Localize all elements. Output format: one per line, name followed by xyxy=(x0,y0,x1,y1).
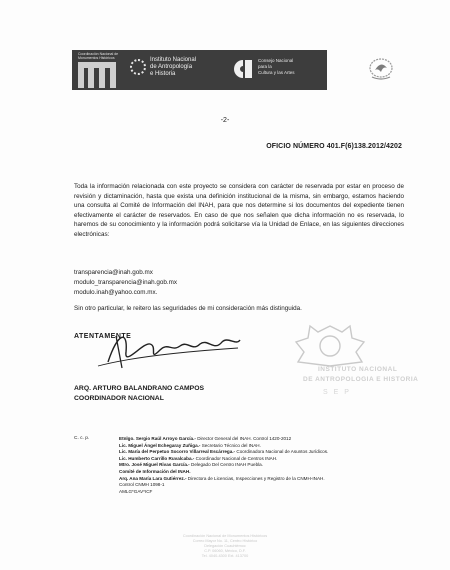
stamp-line-3: S E P xyxy=(323,389,351,396)
ccp-item: Arq. Ana María Lara Gutiérrez.- Directora de Licencias, Inspecciones y Registro de la CNMH-INAH. xyxy=(119,475,325,481)
oficio-number: OFICIO NÚMERO 401.F(6)138.2012/4202 xyxy=(266,143,402,150)
stamp-line-1: INSTITUTO NACIONAL xyxy=(318,366,398,373)
email-list xyxy=(74,268,177,298)
conaculta-small-text: Coordinación Nacional de Monumentos Históricos xyxy=(78,52,119,60)
conaculta-logo-icon xyxy=(232,58,254,80)
inah-name: Instituto Nacional de Antropología e Historia xyxy=(150,57,197,77)
mexico-eagle-emblem-icon xyxy=(366,56,396,82)
ccp-item: Lic. María del Perpetuo Socorro Villarreal Escárrega.- Coordinadora Nacional de Asuntos Jurídicos. xyxy=(119,449,329,455)
signer-title: COORDINADOR NACIONAL xyxy=(74,395,164,402)
ccp-item: Etnlgo. Sergio Raúl Arroyo García.- Director General del INAH. Control 1420-2012 xyxy=(119,436,292,441)
inah-logo-icon xyxy=(130,59,146,75)
ccp-item: Control CNMH 1098-1 xyxy=(119,482,165,488)
email-item: transparencia@inah.gob.mx xyxy=(74,269,153,276)
ccp-list xyxy=(119,436,419,495)
coordinacion-m-logo-icon xyxy=(78,62,116,88)
body-paragraph: Toda la información relacionada con este proyecto se considera con carácter de reservada por estar en proceso de revisión y dictaminación, hasta que exista una definición institucional de la misma, sin embargo, estamos haciendo una consulta al Comité de Información del INAH, para que nos determine si los documentos del expediente tienen efectivamente el carácter de reservados. En caso de que nos señalen que dicha información no es reservada, lo haremos de su conocimiento y la información podrá solicitarse vía la Unidad de Enlace, en las siguientes direcciones electrónicas: xyxy=(74,183,404,238)
signer-name: ARQ. ARTURO BALANDRANO CAMPOS xyxy=(74,385,205,392)
stamp-line-2: DE ANTROPOLOGIA E HISTORIA xyxy=(303,376,419,383)
handwritten-signature xyxy=(88,322,248,374)
ccp-item: Comité de Información del INAH. xyxy=(119,468,191,474)
conaculta-name: Consejo Nacional para la Cultura y las Artes xyxy=(258,58,295,75)
closing-line: Sin otro particular, le reitero las seguridades de mi consideración más distinguida. xyxy=(74,305,302,312)
ccp-item: AMLG*GAV*ICF xyxy=(119,488,153,494)
ccp-label: C. c. p. xyxy=(74,436,90,441)
footer-address: Coordinación Nacional de Monumentos Históricos Correo Mayor No. 11, Centro Histórico Delegación Cuauhtémoc C.P. 06060, México, D.F. Tel. 4040-4300 Ext. 413700 xyxy=(182,534,268,558)
ccp-item: Lic. Miguel Ángel Echegaray Zuñiga.- Secretario Técnico del INAH. xyxy=(119,442,261,448)
ccp-item: Mtro. José Miguel Rivas García.- Delegado Del Centro INAH Puebla. xyxy=(119,462,264,468)
email-item: modulo_transparencia@inah.gob.mx xyxy=(74,279,178,286)
page-number: -2- xyxy=(220,117,230,124)
ccp-item: Lic. Humberto Carrillo Ruvalcaba.- Coordinador Nacional de Centros INAH. xyxy=(119,455,278,461)
email-item: modulo.inah@yahoo.com.mx. xyxy=(74,289,158,296)
header-banner xyxy=(72,50,327,90)
atentamente-label: ATENTAMENTE xyxy=(74,333,132,340)
